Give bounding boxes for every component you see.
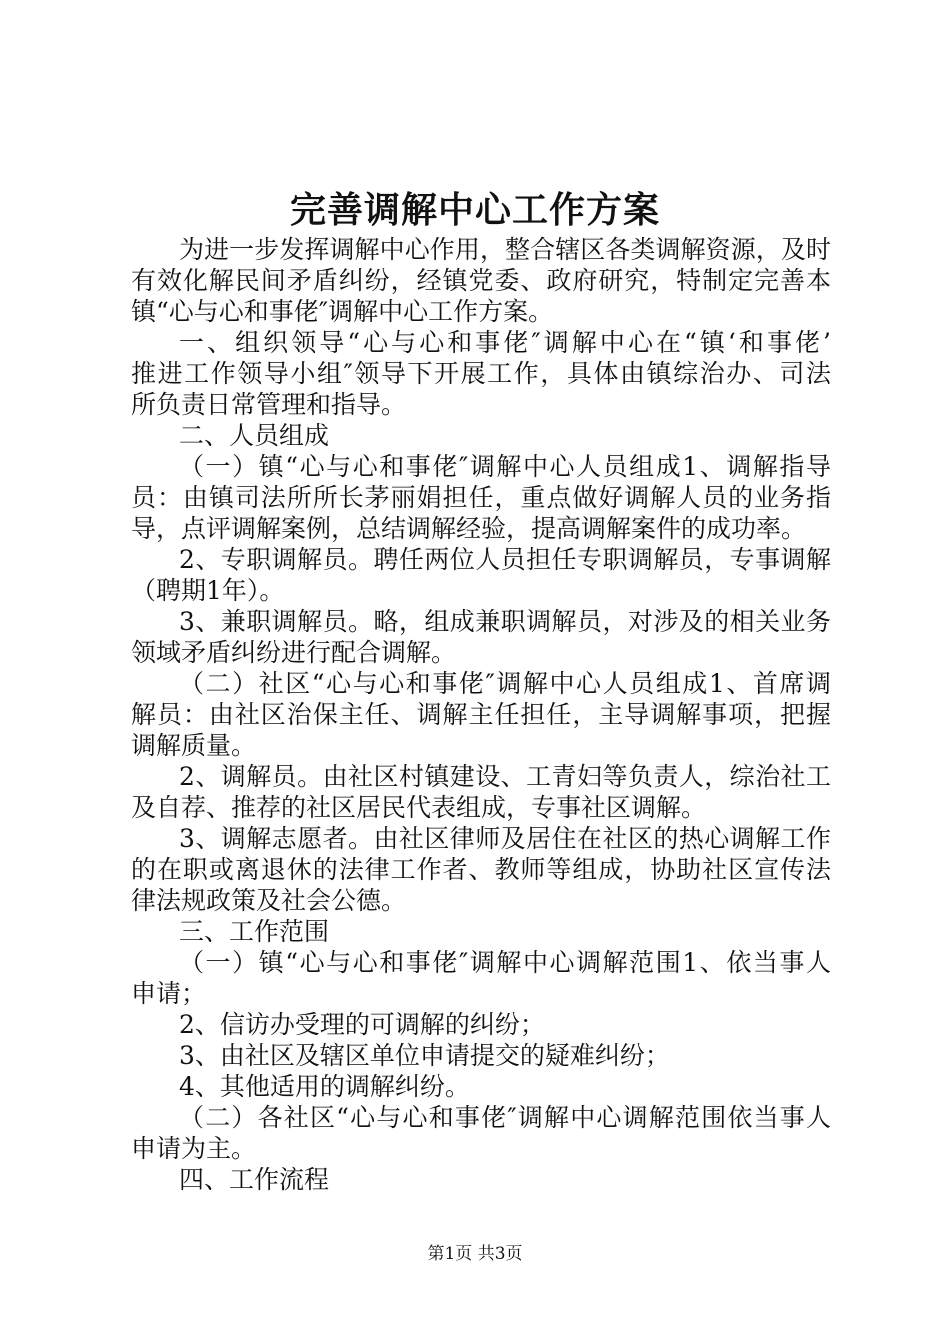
text-line: （二）各社区“心与心和事佬″调解中心调解范围依当事人 xyxy=(179,1103,831,1132)
text-line: 一、组织领导“心与心和事佬″调解中心在“镇‘和事佬’ xyxy=(179,328,831,357)
text-line: （一）镇“心与心和事佬″调解中心调解范围1、依当事人 xyxy=(179,948,831,977)
text-line: 推进工作领导小组″领导下开展工作，具体由镇综治办、司法 xyxy=(131,359,831,388)
text-line: 二、人员组成 xyxy=(179,421,330,450)
text-line: 2、专职调解员。聘任两位人员担任专职调解员，专事调解 xyxy=(179,545,831,574)
text-line: （一）镇“心与心和事佬″调解中心人员组成1、调解指导 xyxy=(179,452,831,481)
text-line: 及自荐、推荐的社区居民代表组成，专事社区调解。 xyxy=(131,793,707,822)
text-line: 调解质量。 xyxy=(131,731,257,760)
text-line: 2、信访办受理的可调解的纠纷； xyxy=(179,1010,545,1039)
text-line: 申请为主。 xyxy=(131,1134,257,1163)
text-line: 3、兼职调解员。略，组成兼职调解员，对涉及的相关业务 xyxy=(179,607,831,636)
text-line: 律法规政策及社会公德。 xyxy=(131,886,407,915)
text-line: 领域矛盾纠纷进行配合调解。 xyxy=(131,638,457,667)
text-line: 三、工作范围 xyxy=(179,917,330,946)
text-line: 为进一步发挥调解中心作用，整合辖区各类调解资源，及时 xyxy=(179,235,831,264)
text-line: 2、调解员。由社区村镇建设、工青妇等负责人，综治社工 xyxy=(179,762,831,791)
text-line: 解员：由社区治保主任、调解主任担任，主导调解事项，把握 xyxy=(131,700,831,729)
text-line: 导，点评调解案例，总结调解经验，提高调解案件的成功率。 xyxy=(131,514,807,543)
text-line: 申请； xyxy=(131,979,207,1008)
text-line: 的在职或离退休的法律工作者、教师等组成，协助社区宣传法 xyxy=(131,855,831,884)
text-line: 四、工作流程 xyxy=(179,1165,330,1194)
text-line: 有效化解民间矛盾纠纷，经镇党委、政府研究，特制定完善本 xyxy=(131,266,831,295)
text-line: 4、其他适用的调解纠纷。 xyxy=(179,1072,470,1101)
page-indicator: 第1页 共3页 xyxy=(427,1244,523,1264)
text-line: （二）社区“心与心和事佬″调解中心人员组成1、首席调 xyxy=(179,669,831,698)
text-line: 3、调解志愿者。由社区律师及居住在社区的热心调解工作 xyxy=(179,824,831,853)
text-line: 3、由社区及辖区单位申请提交的疑难纠纷； xyxy=(179,1041,670,1070)
text-line: （聘期1年）。 xyxy=(131,576,285,605)
document-body xyxy=(131,234,831,1195)
text-line: 员：由镇司法所所长茅丽娟担任，重点做好调解人员的业务指 xyxy=(131,483,831,512)
text-line: 镇“心与心和事佬″调解中心工作方案。 xyxy=(131,297,554,326)
document-title: 完善调解中心工作方案 xyxy=(289,189,660,231)
text-line: 所负责日常管理和指导。 xyxy=(131,390,407,419)
